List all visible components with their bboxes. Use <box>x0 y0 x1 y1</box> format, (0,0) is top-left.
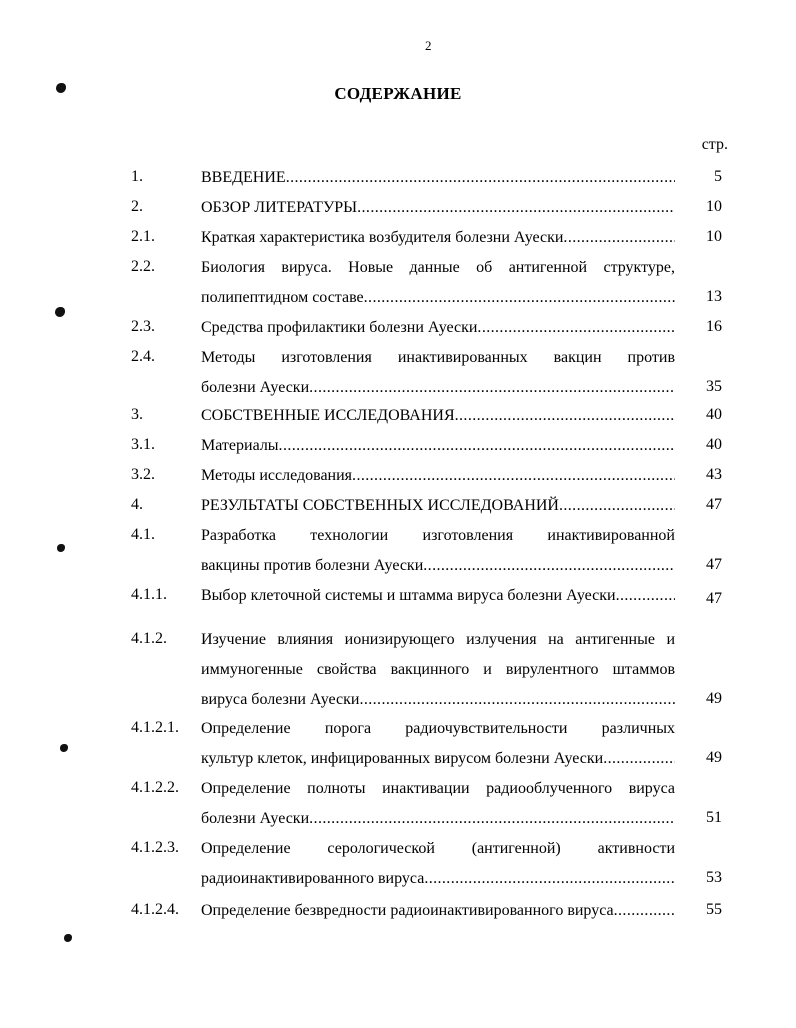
toc-entry-title-line <box>201 288 675 308</box>
toc-entry-title-line <box>201 869 675 889</box>
dot-leader <box>359 690 675 710</box>
toc-entry-title: Определение порога радиочувствительности различных <box>201 720 675 737</box>
toc-entry-title-line <box>201 318 675 338</box>
toc-entry-number: 2.3. <box>131 318 155 335</box>
toc-entry-title: Методы изготовления инактивированных вакцин против <box>201 349 675 366</box>
scan-speck <box>57 544 65 552</box>
toc-entry-title: Выбор клеточной системы и штамма вируса болезни Ауески <box>201 587 616 604</box>
toc-entry-number: 4.1.2. <box>131 630 167 647</box>
toc-entry-page: 55 <box>706 901 722 918</box>
toc-entry-title-line <box>201 496 675 516</box>
toc-entry-title: Краткая характеристика возбудителя болезни Ауески <box>201 229 564 246</box>
toc-entry-page: 40 <box>706 406 722 423</box>
toc-entry-number: 3.2. <box>131 466 155 483</box>
toc-entry-title: ВВЕДЕНИЕ <box>201 169 286 186</box>
scan-speck <box>64 934 72 942</box>
toc-entry-number: 2.1. <box>131 228 155 245</box>
toc-entry-page: 47 <box>706 496 722 513</box>
dot-leader <box>352 466 675 486</box>
toc-entry-title-line <box>201 466 675 486</box>
toc-entry-page: 49 <box>706 690 722 707</box>
toc-entry-number: 4.1.2.1. <box>131 719 179 736</box>
toc-entry-title: РЕЗУЛЬТАТЫ СОБСТВЕННЫХ ИССЛЕДОВАНИЙ <box>201 497 559 514</box>
toc-entry-title-line <box>201 690 675 710</box>
toc-entry-page: 47 <box>706 590 722 607</box>
page-title: СОДЕРЖАНИЕ <box>334 84 462 103</box>
toc-entry-title: Определение полноты инактивации радиооблученного вируса <box>201 780 675 797</box>
toc-entry-page: 16 <box>706 318 722 335</box>
toc-entry-page: 10 <box>706 198 722 215</box>
toc-entry-title: вакцины против болезни Ауески <box>201 557 424 574</box>
toc-entry-number: 4.1.2.2. <box>131 779 179 796</box>
scan-speck <box>55 307 65 317</box>
toc-entry-page: 35 <box>706 378 722 395</box>
toc-entry-title: вируса болезни Ауески <box>201 691 360 708</box>
toc-entry-page: 40 <box>706 436 722 453</box>
toc-entry-number: 4.1.2.3. <box>131 839 179 856</box>
toc-entry-title-line <box>201 198 675 218</box>
toc-entry-title: ОБЗОР ЛИТЕРАТУРЫ <box>201 199 358 216</box>
toc-entry-title: культур клеток, инфицированных вирусом болезни Ауески <box>201 750 604 767</box>
toc-entry-number: 4.1.1. <box>131 586 167 603</box>
toc-entry-number: 2.4. <box>131 348 155 365</box>
page-column-header: стр. <box>701 136 728 153</box>
toc-entry-number: 1. <box>131 168 143 185</box>
toc-entry-title: радиоинактивированного вируса <box>201 870 425 887</box>
toc-entry-title: Материалы <box>201 437 279 454</box>
toc-entry-title-line <box>201 436 675 456</box>
toc-entry-number: 4.1.2.4. <box>131 901 179 918</box>
toc-entry-title: СОБСТВЕННЫЕ ИССЛЕДОВАНИЯ <box>201 407 455 424</box>
toc-entry-title: Определение серологической (антигенной) активности <box>201 840 675 857</box>
page-number: 2 <box>425 38 432 53</box>
dot-leader <box>603 749 675 769</box>
toc-entry-title-line <box>201 228 675 248</box>
toc-entry-page: 51 <box>706 809 722 826</box>
toc-entry-title: иммуногенные свойства вакцинного и вирулентного штаммов <box>201 661 675 678</box>
toc-entry-page: 13 <box>706 288 722 305</box>
toc-entry-title: Средства профилактики болезни Ауески <box>201 319 478 336</box>
toc-entry-page: 43 <box>706 466 722 483</box>
dot-leader <box>423 556 675 576</box>
toc-entry-title-line <box>201 378 675 398</box>
dot-leader <box>424 869 675 889</box>
dot-leader <box>614 901 675 921</box>
toc-entry-title-line <box>201 586 675 606</box>
toc-entry-page: 5 <box>714 168 722 185</box>
toc-entry-number: 2. <box>131 198 143 215</box>
toc-entry-number: 4.1. <box>131 526 155 543</box>
toc-entry-page: 47 <box>706 556 722 573</box>
scan-speck <box>60 744 68 752</box>
toc-entry-title-line <box>201 901 675 921</box>
toc-entry-title-line <box>201 556 675 576</box>
toc-entry-page: 49 <box>706 749 722 766</box>
toc-entry-title: Биология вируса. Новые данные об антигенной структуре, <box>201 259 675 276</box>
toc-entry-title-line <box>201 749 675 769</box>
toc-entry-title: Изучение влияния ионизирующего излучения на антигенные и <box>201 631 675 648</box>
dot-leader <box>309 809 675 829</box>
toc-entry-number: 4. <box>131 496 143 513</box>
toc-entry-page: 53 <box>706 869 722 886</box>
toc-entry-title: Методы исследования <box>201 467 353 484</box>
dot-leader <box>563 228 675 248</box>
dot-leader <box>559 496 675 516</box>
toc-entry-title: Определение безвредности радиоинактивированного вируса <box>201 902 614 919</box>
toc-entry-title: болезни Ауески <box>201 379 310 396</box>
toc-entry-number: 3. <box>131 406 143 423</box>
toc-entry-title-line <box>201 809 675 829</box>
toc-entry-title-line <box>201 406 675 426</box>
dot-leader <box>286 168 675 188</box>
toc-entry-page: 10 <box>706 228 722 245</box>
toc-entry-number: 3.1. <box>131 436 155 453</box>
dot-leader <box>477 318 675 338</box>
toc-entry-title: болезни Ауески <box>201 810 310 827</box>
toc-entry-title-line <box>201 168 675 188</box>
dot-leader <box>279 436 675 456</box>
toc-entry-title: Разработка технологии изготовления инактивированной <box>201 527 675 544</box>
toc-entry-number: 2.2. <box>131 258 155 275</box>
dot-leader <box>455 406 675 426</box>
toc-entry-title: полипептидном составе <box>201 289 364 306</box>
dot-leader <box>357 198 675 218</box>
dot-leader <box>364 288 675 308</box>
dot-leader <box>616 586 675 606</box>
dot-leader <box>309 378 675 398</box>
